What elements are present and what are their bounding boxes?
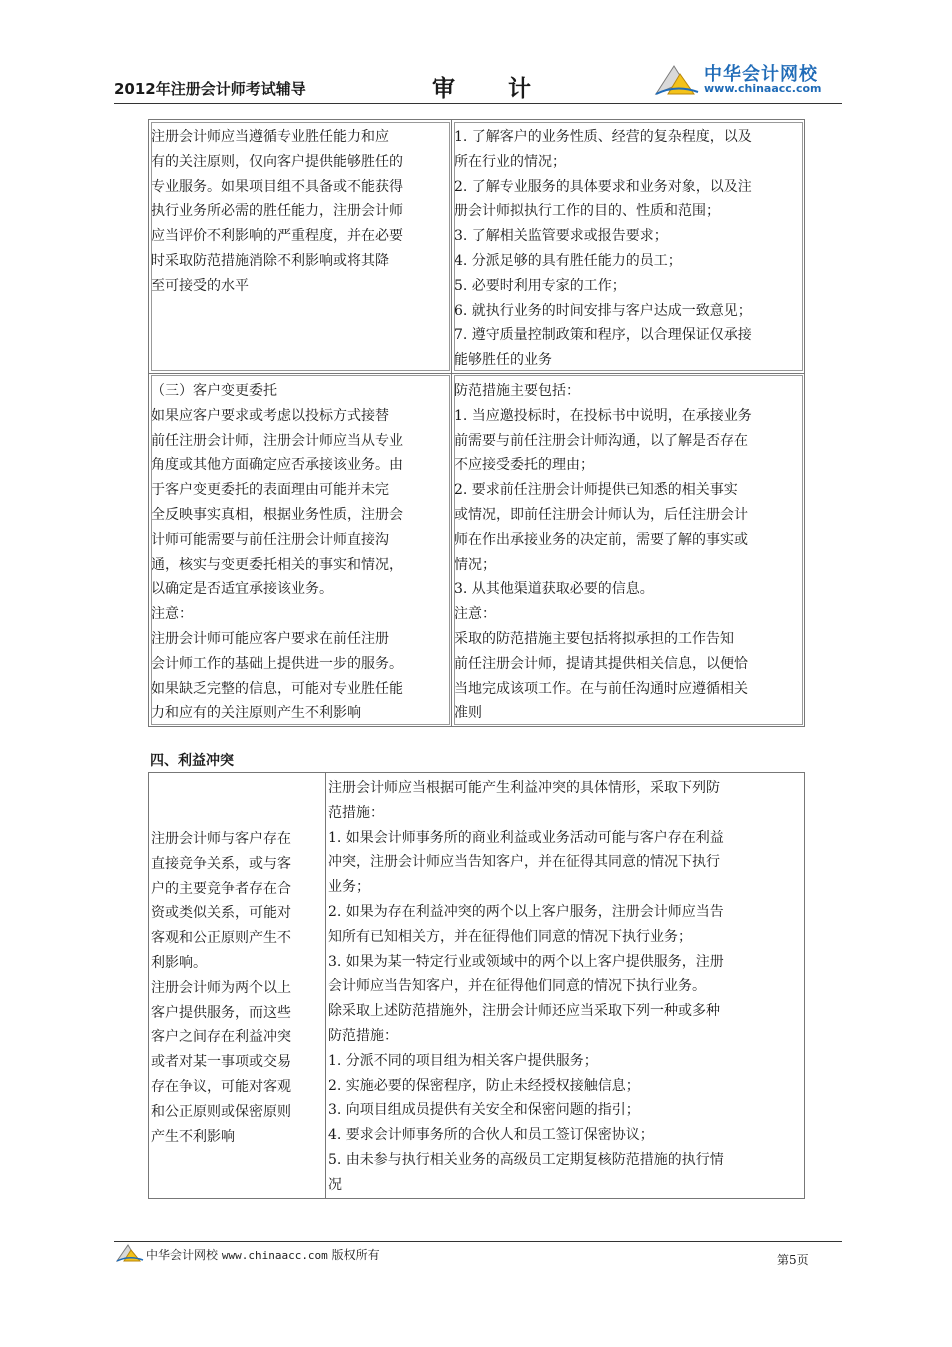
table-row [149,373,805,726]
cell-line: 除采取上述防范措施外，注册会计师还应当采取下列一种或多种 [328,1003,720,1020]
table-cell-left [149,120,452,374]
subject-title [432,70,532,103]
cell-line: 和公正原则或保密原则 [151,1103,291,1120]
footer-site: www.chinaacc.com [221,1249,328,1262]
cell-line: 执行业务所必需的胜任能力，注册会计师 [151,203,403,220]
cell-line: 前任注册会计师，提请其提供相关信息，以便恰 [454,655,748,672]
cell-line: 户的主要竞争者存在合 [151,880,291,897]
cell-line: 至可接受的水平 [151,277,249,294]
cell-line: 如果应客户要求或考虑以投标方式接替 [151,407,389,424]
cell-line: 如果缺乏完整的信息，可能对专业胜任能 [151,680,403,697]
footer-copyright [146,1246,380,1263]
cell-line: 5. 必要时利用专家的工作； [454,277,626,294]
cell-line: 有的关注原则，仅向客户提供能够胜任的 [151,153,403,170]
cell-line: 3. 向项目组成员提供有关安全和保密问题的指引； [328,1102,640,1119]
cell-line: 7. 遵守质量控制政策和程序，以合理保证仅承接 [454,327,752,344]
cell-line: 2. 如果为存在利益冲突的两个以上客户服务，注册会计师应当告 [328,903,724,920]
cell-line: 2. 了解专业服务的具体要求和业务对象，以及注 [454,178,752,195]
table-cell-left [149,373,452,726]
cell-line: 准则 [454,705,482,722]
cell-line: 不应接受委托的理由； [454,457,594,474]
cell-line: 3. 了解相关监管要求或报告要求； [454,228,668,245]
subject-char-2: 计 [508,76,532,102]
cell-line: 角度或其他方面确定应否承接该业务。由 [151,457,403,474]
logo-brand: 中华会计网校 [704,64,818,85]
conflict-of-interest-table [148,772,805,1199]
competence-table [148,119,805,727]
footer-logo-icon [116,1243,144,1263]
cell-line: 通，核实与变更委托相关的事实和情况， [151,556,403,573]
cell-line: 利影响。 [151,954,207,971]
cell-line: 或者对某一事项或交易 [151,1054,291,1071]
cell-line: 资或类似关系，可能对 [151,905,291,922]
page-header [114,52,842,104]
cell-line: 存在争议，可能对客观 [151,1078,291,1095]
cell-line: 业务； [328,879,370,896]
cell-line: 防范措施： [328,1027,398,1044]
cell-line: 计师可能需要与前任注册会计师直接沟 [151,531,389,548]
cell-line: 能够胜任的业务 [454,352,552,369]
cell-line: 直接竞争关系，或与客 [151,855,291,872]
table-cell-right [452,373,805,726]
table-row [149,773,805,1199]
table-cell-right [326,773,805,1199]
cell-line: 时采取防范措施消除不利影响或将其降 [151,252,389,269]
cell-line: 4. 要求会计师事务所的合伙人和员工签订保密协议； [328,1127,654,1144]
header-divider [114,103,842,104]
footer-rights: 版权所有 [331,1248,380,1262]
cell-line: 客户之间存在利益冲突 [151,1029,291,1046]
cell-line: 会计师工作的基础上提供进一步的服务。 [151,655,403,672]
cell-line: 册会计师拟执行工作的目的、性质和范围； [454,203,720,220]
subject-char-1: 审 [432,76,456,102]
cell-line: 应当评价不利影响的严重程度，并在必要 [151,228,403,245]
cell-line: 全反映事实真相，根据业务性质，注册会 [151,506,403,523]
cell-line: 6. 就执行业务的时间安排与客户达成一致意见； [454,302,752,319]
cell-line: 注册会计师与客户存在 [151,831,291,847]
cell-line: 当地完成该项工作。在与前任沟通时应遵循相关 [454,680,748,697]
cell-line: 2. 实施必要的保密程序，防止未经授权接触信息； [328,1077,640,1094]
cell-line: 2. 要求前任注册会计师提供已知悉的相关事实 [454,482,738,499]
cell-line: 情况； [454,556,496,573]
cell-line: 5. 由未参与执行相关业务的高级员工定期复核防范措施的执行情 [328,1151,724,1168]
cell-line: 注册会计师可能应客户要求在前任注册 [151,630,389,647]
section-heading: 四、利益冲突 [150,753,234,769]
cell-line: 会计师应当告知客户，并在征得他们同意的情况下执行业务。 [328,978,706,995]
page-number: 第5页 [777,1253,809,1267]
cell-line: 1. 当应邀投标时，在投标书中说明，在承接业务 [454,407,752,424]
table-row [149,120,805,374]
cell-line: 4. 分派足够的具有胜任能力的员工； [454,252,682,269]
cell-line: 前任注册会计师，注册会计师应当从专业 [151,432,403,449]
cell-line: （三）客户变更委托 [151,382,277,399]
cell-line: 注意： [454,606,496,623]
cell-line: 采取的防范措施主要包括将拟承担的工作告知 [454,630,734,647]
footer-divider [114,1241,842,1242]
footer-brand: 中华会计网校 [146,1248,219,1262]
table-cell-right [452,120,805,374]
cell-line: 况 [328,1176,342,1193]
cell-line: 防范措施主要包括： [454,382,580,399]
cell-line: 力和应有的关注原则产生不利影响 [151,705,361,722]
cell-line: 3. 如果为某一特定行业或领域中的两个以上客户提供服务，注册 [328,953,724,970]
cell-line: 注意： [151,606,193,623]
cell-line: 1. 分派不同的项目组为相关客户提供服务； [328,1052,598,1069]
cell-line: 注册会计师应当遵循专业胜任能力和应 [151,129,389,145]
cell-line: 冲突，注册会计师应当告知客户，并在征得其同意的情况下执行 [328,854,720,871]
cell-line: 专业服务。如果项目组不具备或不能获得 [151,178,403,195]
cell-line: 前需要与前任注册会计师沟通，以了解是否存在 [454,432,748,449]
cell-line: 所在行业的情况； [454,153,566,170]
cell-line: 以确定是否适宜承接该业务。 [151,581,333,598]
table-cell-left [149,773,326,1199]
logo-site: www.chinaacc.com [704,82,822,95]
cell-line: 注册会计师应当根据可能产生利益冲突的具体情形，采取下列防 [328,780,720,796]
logo-triangle-icon [654,62,700,96]
cell-line: 范措施： [328,804,384,821]
cell-line: 1. 了解客户的业务性质、经营的复杂程度，以及 [454,129,752,145]
cell-line: 或情况，即前任注册会计师认为，后任注册会计 [454,506,748,523]
cell-line: 1. 如果会计师事务所的商业利益或业务活动可能与客户存在利益 [328,829,724,846]
cell-line: 客观和公正原则产生不 [151,930,291,947]
cell-line: 于客户变更委托的表面理由可能并未完 [151,482,389,499]
cell-line: 师在作出承接业务的决定前，需要了解的事实或 [454,531,748,548]
cell-line: 客户提供服务，而这些 [151,1004,291,1021]
cell-line: 注册会计师为两个以上 [151,979,291,996]
exam-title: 2012年注册会计师考试辅导 [114,80,306,98]
cell-line: 3. 从其他渠道获取必要的信息。 [454,581,654,598]
cell-line: 产生不利影响 [151,1128,235,1145]
school-logo [654,58,836,98]
cell-line: 知所有已知相关方，并在征得他们同意的情况下执行业务； [328,928,692,945]
